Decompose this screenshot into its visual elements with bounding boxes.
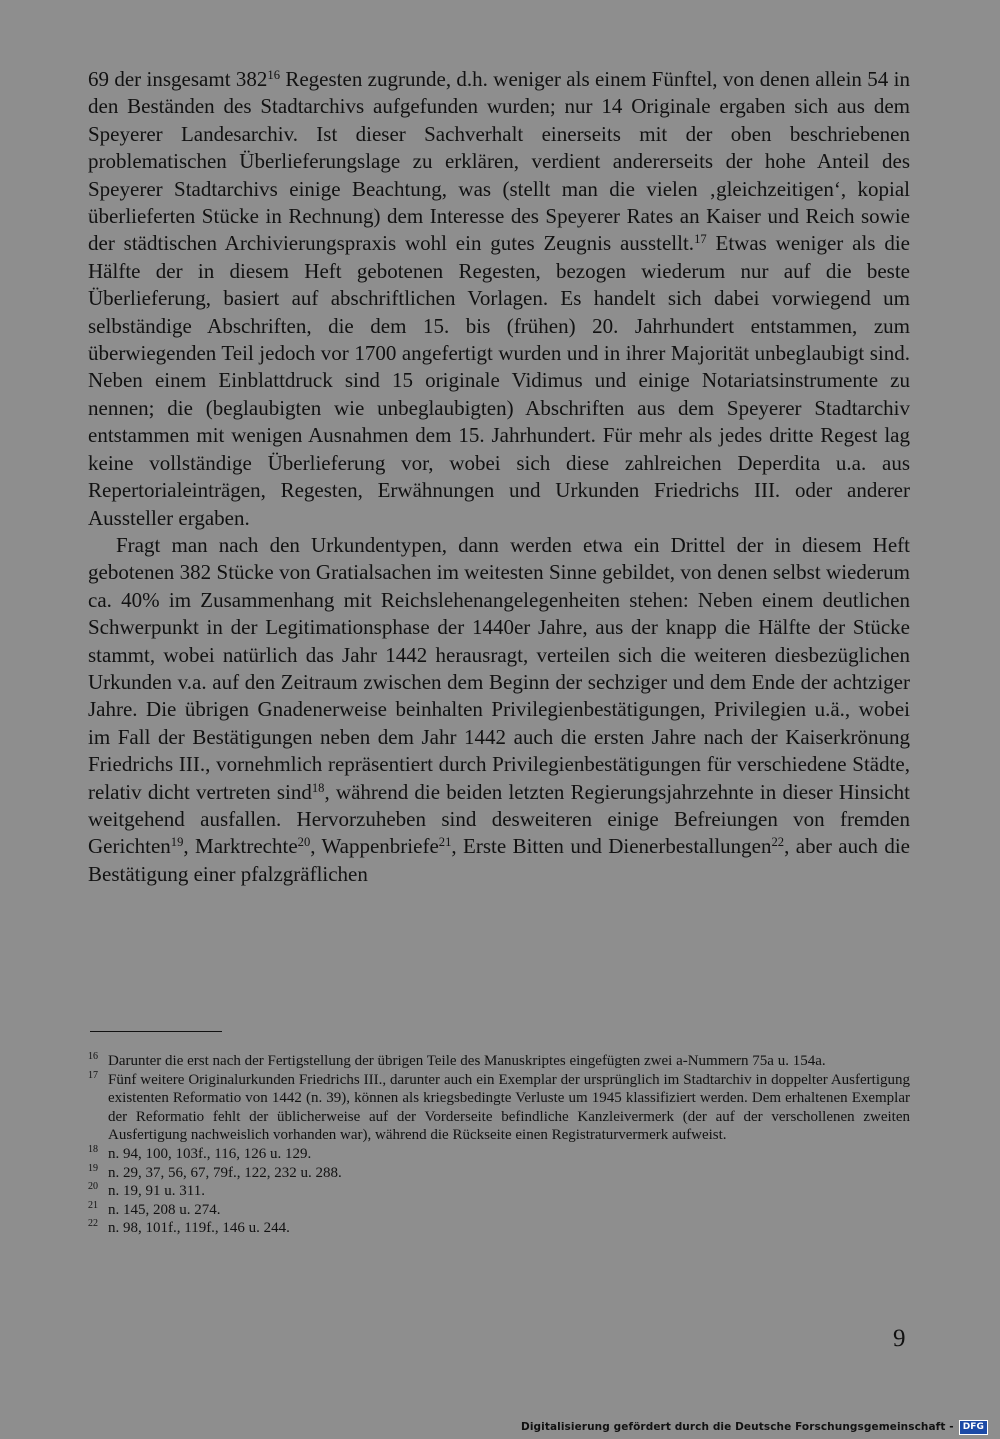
footnote-ref-21[interactable]: 21 bbox=[438, 835, 452, 850]
footnote-text: n. 29, 37, 56, 67, 79f., 122, 232 u. 288. bbox=[108, 1164, 342, 1181]
footnote-ref-19[interactable]: 19 bbox=[170, 835, 184, 850]
text-run: Regesten zugrunde, d.h. weniger als einem Fünftel, von denen allein 54 in den Beständen des Stadtarchivs aufgefunden wurden; nur 14 Originale ergaben sich aus dem Speyerer Landesarchiv. Ist dieser Sachverhalt einerseits mit der oben beschriebenen problematischen Überlieferungslage zu erklären, verdient andererseits der hohe Anteil des Speyerer Stadtarchivs einige Beachtung, was (stellt man die vielen ‚gleichzeitigen‘, kopial überlieferten Stücke in Rechnung) dem Interesse des Speyerer Rates an Kaiser und Reich sowie der städtischen Archivierungspraxis wohl ein gutes Zeugnis ausstellt. bbox=[88, 67, 910, 256]
paragraph-1 bbox=[88, 66, 910, 532]
footnotes bbox=[88, 1052, 910, 1238]
footnote-ref-22[interactable]: 22 bbox=[771, 835, 785, 850]
footnote-text: n. 98, 101f., 119f., 146 u. 244. bbox=[108, 1220, 290, 1237]
footnote-text: n. 19, 91 u. 311. bbox=[108, 1183, 205, 1200]
footnote-20 bbox=[88, 1182, 910, 1201]
text-run: , während die beiden letzten Regierungsjahrzehnte in dieser Hinsicht weitgehend ausfallen. Hervorzuheben sind desweiteren einige Befreiungen von fremden Gerichten bbox=[88, 779, 910, 859]
footnote-22 bbox=[88, 1219, 910, 1238]
text-run: Etwas weniger als die Hälfte der in diesem Heft gebotenen Regesten, bezogen wiederum nur auf die beste Überlieferung, basiert auf abschriftlichen Vorlagen. Es handelt sich dabei vorwiegend um selbständige Abschriften, die dem 15. bis (frühen) 20. Jahrhundert entstammen, zum überwiegenden Teil jedoch vor 1700 angefertigt wurden und in ihrer Majorität unbeglaubigt sind. Neben einem Einblattdruck sind 15 originale Vidimus und einige Notariatsinstrumente zu nennen; die (beglaubigten wie unbeglaubigten) Abschriften aus dem Speyerer Stadtarchiv entstammen mit wenigen Ausnahmen dem 15. Jahrhundert. Für mehr als jedes dritte Regest lag keine vollständige Überlieferung vor, wobei sich diese zahlreichen Deperdita u.a. aus Repertorialeinträgen, Regesten, Erwähnungen und Urkunden Friedrichs III. oder anderer Aussteller ergaben. bbox=[88, 231, 910, 530]
footnote-number: 16 bbox=[88, 1051, 98, 1062]
footnote-text: n. 94, 100, 103f., 116, 126 u. 129. bbox=[108, 1145, 312, 1162]
paragraph-2 bbox=[88, 532, 910, 888]
page-number: 9 bbox=[893, 1325, 906, 1352]
footnote-text: Darunter die erst nach der Fertigstellung der übrigen Teile des Manuskriptes eingefügten zwei a-Nummern 75a u. 154a. bbox=[108, 1053, 826, 1069]
footnote-17 bbox=[88, 1071, 910, 1145]
footnote-number: 21 bbox=[88, 1199, 98, 1211]
footnote-number: 22 bbox=[88, 1218, 98, 1230]
text-run: , aber auch die Bestätigung einer pfalzgräflichen bbox=[88, 834, 910, 886]
footnote-21 bbox=[88, 1201, 910, 1220]
footnote-text: n. 145, 208 u. 274. bbox=[108, 1201, 221, 1218]
funding-credit bbox=[521, 1419, 988, 1435]
footnote-text: Fünf weitere Originalurkunden Friedrichs III., darunter auch ein Exemplar der ursprünglich im Stadtarchiv in doppelter Ausfertigung existenten Reformatio von 1442 (n. 39), können als kriegsbedingte Verluste um 1945 klassifiziert werden. Dem erhaltenen Exemplar der Reformatio fehlt der üblicherweise auf der Vorderseite befindliche Kanzleivermerk (der auf der verschollenen zweiten Ausfertigung nachweislich vorhanden war), während die Rückseite einen Registraturvermerk aufweist. bbox=[108, 1071, 910, 1144]
footnote-19 bbox=[88, 1164, 910, 1183]
text-run: , Erste Bitten und Dienerbestallungen bbox=[451, 834, 772, 859]
footnote-divider bbox=[90, 1031, 222, 1032]
text-run: 69 der insgesamt 382 bbox=[88, 67, 268, 91]
dfg-logo-icon: DFG bbox=[959, 1420, 988, 1435]
footnote-16 bbox=[88, 1052, 910, 1071]
footnote-number: 17 bbox=[88, 1069, 98, 1081]
footnote-ref-20[interactable]: 20 bbox=[297, 835, 311, 850]
text-run: , Wappenbriefe bbox=[310, 834, 439, 859]
footnote-ref-17[interactable]: 17 bbox=[694, 232, 707, 247]
funding-credit-text: Digitalisierung gefördert durch die Deutsche Forschungsgemeinschaft - bbox=[521, 1421, 954, 1433]
footnote-18 bbox=[88, 1145, 910, 1164]
main-text bbox=[88, 66, 910, 888]
footnote-ref-18[interactable]: 18 bbox=[311, 780, 325, 795]
footnote-ref-16[interactable]: 16 bbox=[267, 68, 280, 83]
footnote-number: 19 bbox=[88, 1162, 98, 1174]
footnote-number: 18 bbox=[88, 1143, 98, 1155]
text-run: Fragt man nach den Urkundentypen, dann werden etwa ein Drittel der in diesem Heft gebotenen 382 Stücke von Gratialsachen im weitesten Sinne gebildet, von denen selbst wiederum ca. 40% im Zusammenhang mit Reichslehenangelegenheiten stehen: Neben einem deutlichen Schwerpunkt in der Legitimationsphase der 1440er Jahre, aus der knapp die Hälfte der Stücke stammt, wobei natürlich das Jahr 1442 herausragt, verteilen sich die weiteren diesbezüglichen Urkunden v.a. auf den Zeitraum zwischen dem Beginn der sechziger und dem Ende der achtziger Jahre. Die übrigen Gnadenerweise beinhalten Privilegienbestätigungen, Privilegien u.ä., wobei im Fall der Bestätigungen neben dem Jahr 1442 auch die ersten Jahre nach der Kaiserkrönung Friedrichs III., vornehmlich repräsentiert durch Privilegienbestätigungen für verschiedene Städte, relativ dicht vertreten sind bbox=[88, 532, 910, 804]
text-run: , Marktrechte bbox=[183, 834, 298, 859]
footnote-number: 20 bbox=[88, 1181, 98, 1193]
